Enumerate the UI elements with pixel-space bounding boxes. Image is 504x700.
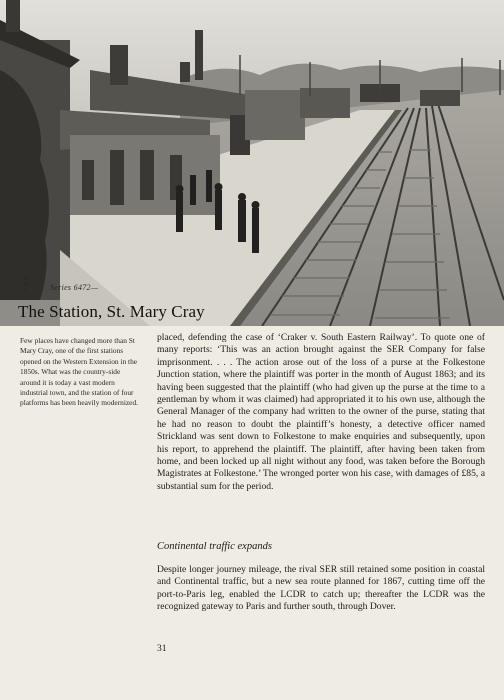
publisher-mark-letter: D (24, 276, 29, 282)
station-photo-illustration (0, 0, 504, 326)
publisher-mark-letter: L (24, 288, 28, 294)
body-text-block-1 (157, 332, 485, 493)
publisher-mark-letter: B (24, 282, 29, 288)
page-number: 31 (157, 643, 167, 654)
sidebar-caption (20, 336, 140, 409)
photo-caption: The Station, St. Mary Cray (18, 302, 205, 321)
publisher-mark (24, 276, 28, 294)
body-text-block-2 (157, 564, 485, 614)
series-label: Series 6472— (50, 283, 99, 292)
body-paragraph-2: Despite longer journey mileage, the rival SER still retained some position in coastal and Continental traffic, but a new sea route planned for 1867, cutting time off the port-to-Paris leg, enabled the LCDR to catch up; thereafter the LCDR was the recognized gateway to Paris and further south, through Dover. (157, 564, 485, 613)
section-subheading: Continental traffic expands (157, 541, 272, 552)
station-photograph (0, 0, 504, 326)
sidebar-caption-text: Few places have changed more than St Mary Cray, one of the first stations opened on the Western Extension in the 1850s. What was the country-side around it is today a vast modern industrial town, and the station of four platforms has been heavily modernized. (20, 336, 139, 408)
body-paragraph-1: placed, defending the case of ‘Craker v. South Eastern Railway’. To quote one of many reports: ‘This was an action brought against the SER Company for false imprisonment. . . . The action arose out of the loss of a purse at the Folkestone Junction station, where the plaintiff was porter in the month of August 1863; and its having been suggested that the plaintiff (who had given up the purse at the time to a gentleman by whom it was claimed) had appropriated it to his own use, although the General Manager of the company had written to the owner of the purse, stating that he had no reason to doubt the plaintiff’s honesty, a detective officer named Strickland was sent down to Folkestone to make enquiries and subsequently, upon his report, to apprehend the plaintiff. The plaintiff, after having been taken from home, and been locked up all night without any food, was taken before the Borough Magistrates at Folkestone.’ The wronged porter won his case, with damages of £85, a substantial sum for the period. (157, 332, 485, 492)
